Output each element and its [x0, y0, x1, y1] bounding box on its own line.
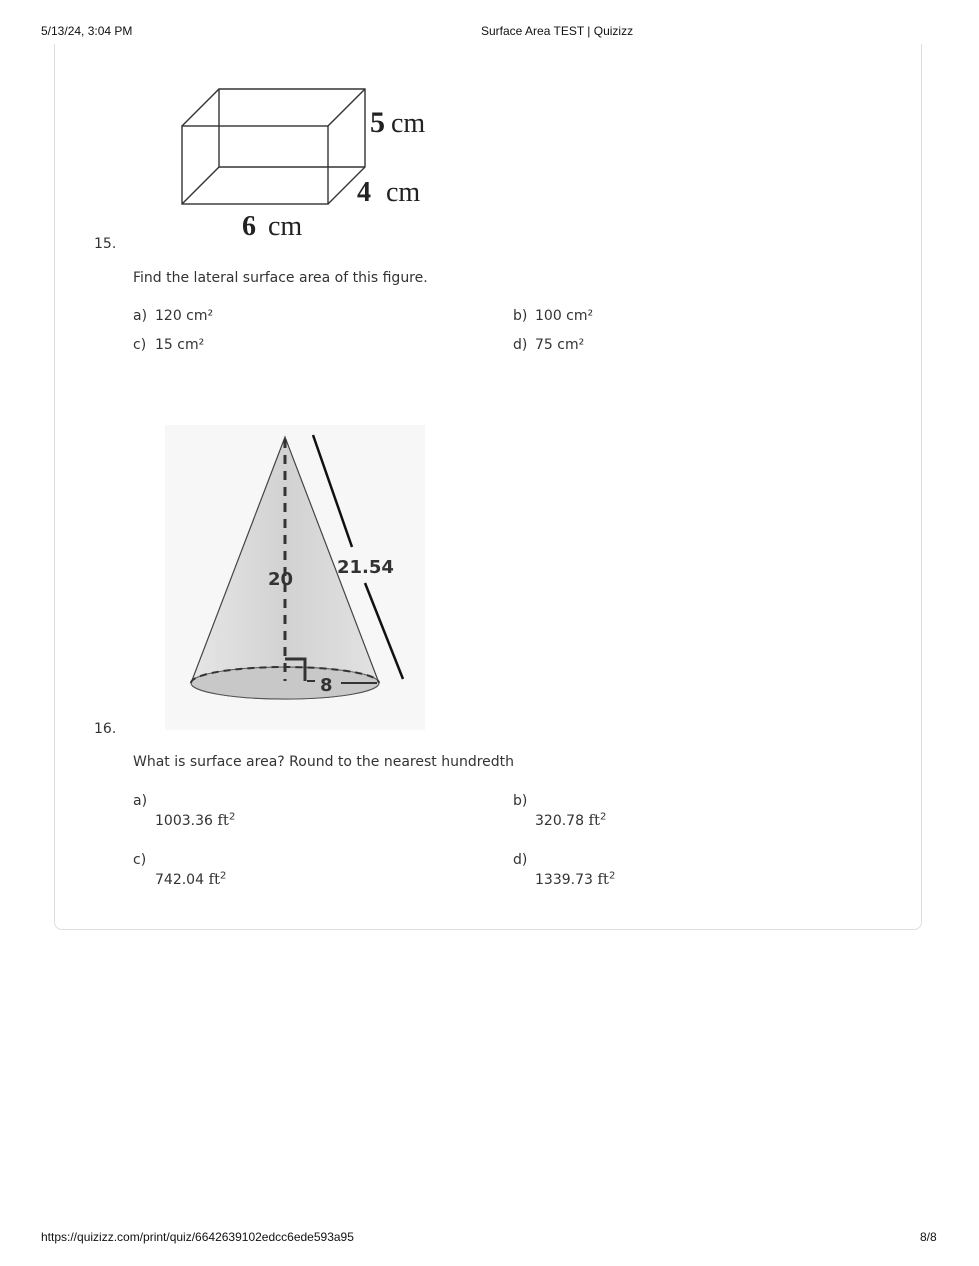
option-label: d) [513, 852, 528, 868]
option-value: 320.78 [535, 813, 584, 829]
question-15-text: Find the lateral surface area of this figure. [133, 270, 428, 286]
cone-slant-label: 21.54 [337, 557, 394, 578]
prism-depth-number: 4 [357, 177, 371, 208]
option-label: c) [133, 852, 147, 868]
option-label: b) [513, 308, 528, 324]
cone-height-label: 20 [268, 569, 294, 590]
unit-ft: ft [208, 870, 221, 888]
unit-ft: ft [217, 811, 229, 829]
option-label: a) [133, 308, 148, 324]
unit-ft: ft [588, 811, 601, 829]
option-label: c) [133, 337, 147, 353]
question-15-number: 15. [94, 236, 117, 252]
question-16-option-c[interactable] [133, 852, 226, 888]
prism-width-number: 6 [242, 211, 256, 242]
question-16-number: 16. [94, 721, 117, 737]
prism-height-unit: cm [391, 108, 426, 139]
cone-figure [165, 425, 425, 730]
option-value: 742.04 [155, 872, 204, 888]
question-16-option-b[interactable] [513, 793, 606, 829]
unit-exponent: 2 [220, 870, 227, 882]
prism-height-number: 5 [370, 106, 385, 139]
question-16-option-d[interactable] [513, 852, 615, 888]
question-15-option-d[interactable] [513, 337, 584, 353]
option-value: 1003.36 [155, 813, 213, 829]
prism-width-unit: cm [268, 211, 303, 242]
print-url: https://quizizz.com/print/quiz/6642639102edcc6ede593a95 [41, 1230, 354, 1244]
option-value: 15 cm² [155, 337, 205, 353]
unit-exponent: 2 [600, 811, 607, 823]
option-value: 100 cm² [535, 308, 594, 324]
question-15-option-b[interactable] [513, 308, 593, 324]
option-value: 1339.73 [535, 872, 593, 888]
question-16-option-a[interactable] [133, 793, 235, 829]
prism-depth-unit: cm [386, 177, 421, 208]
option-label: a) [133, 793, 148, 809]
unit-ft: ft [597, 870, 609, 888]
cone-radius-label: 8 [320, 675, 333, 696]
question-15-option-c[interactable] [133, 337, 204, 353]
print-page-number: 8/8 [920, 1230, 937, 1244]
option-label: d) [513, 337, 528, 353]
question-16-text: What is surface area? Round to the nearest hundredth [133, 754, 515, 770]
unit-exponent: 2 [608, 870, 616, 882]
option-label: b) [513, 793, 528, 809]
unit-exponent: 2 [228, 811, 236, 823]
print-page-title: Surface Area TEST | Quizizz [481, 24, 634, 38]
question-15-option-a[interactable] [133, 308, 213, 324]
option-value: 75 cm² [535, 337, 585, 353]
option-value: 120 cm² [155, 308, 214, 324]
print-datetime: 5/13/24, 3:04 PM [41, 24, 133, 38]
rectangular-prism-figure [170, 80, 450, 245]
